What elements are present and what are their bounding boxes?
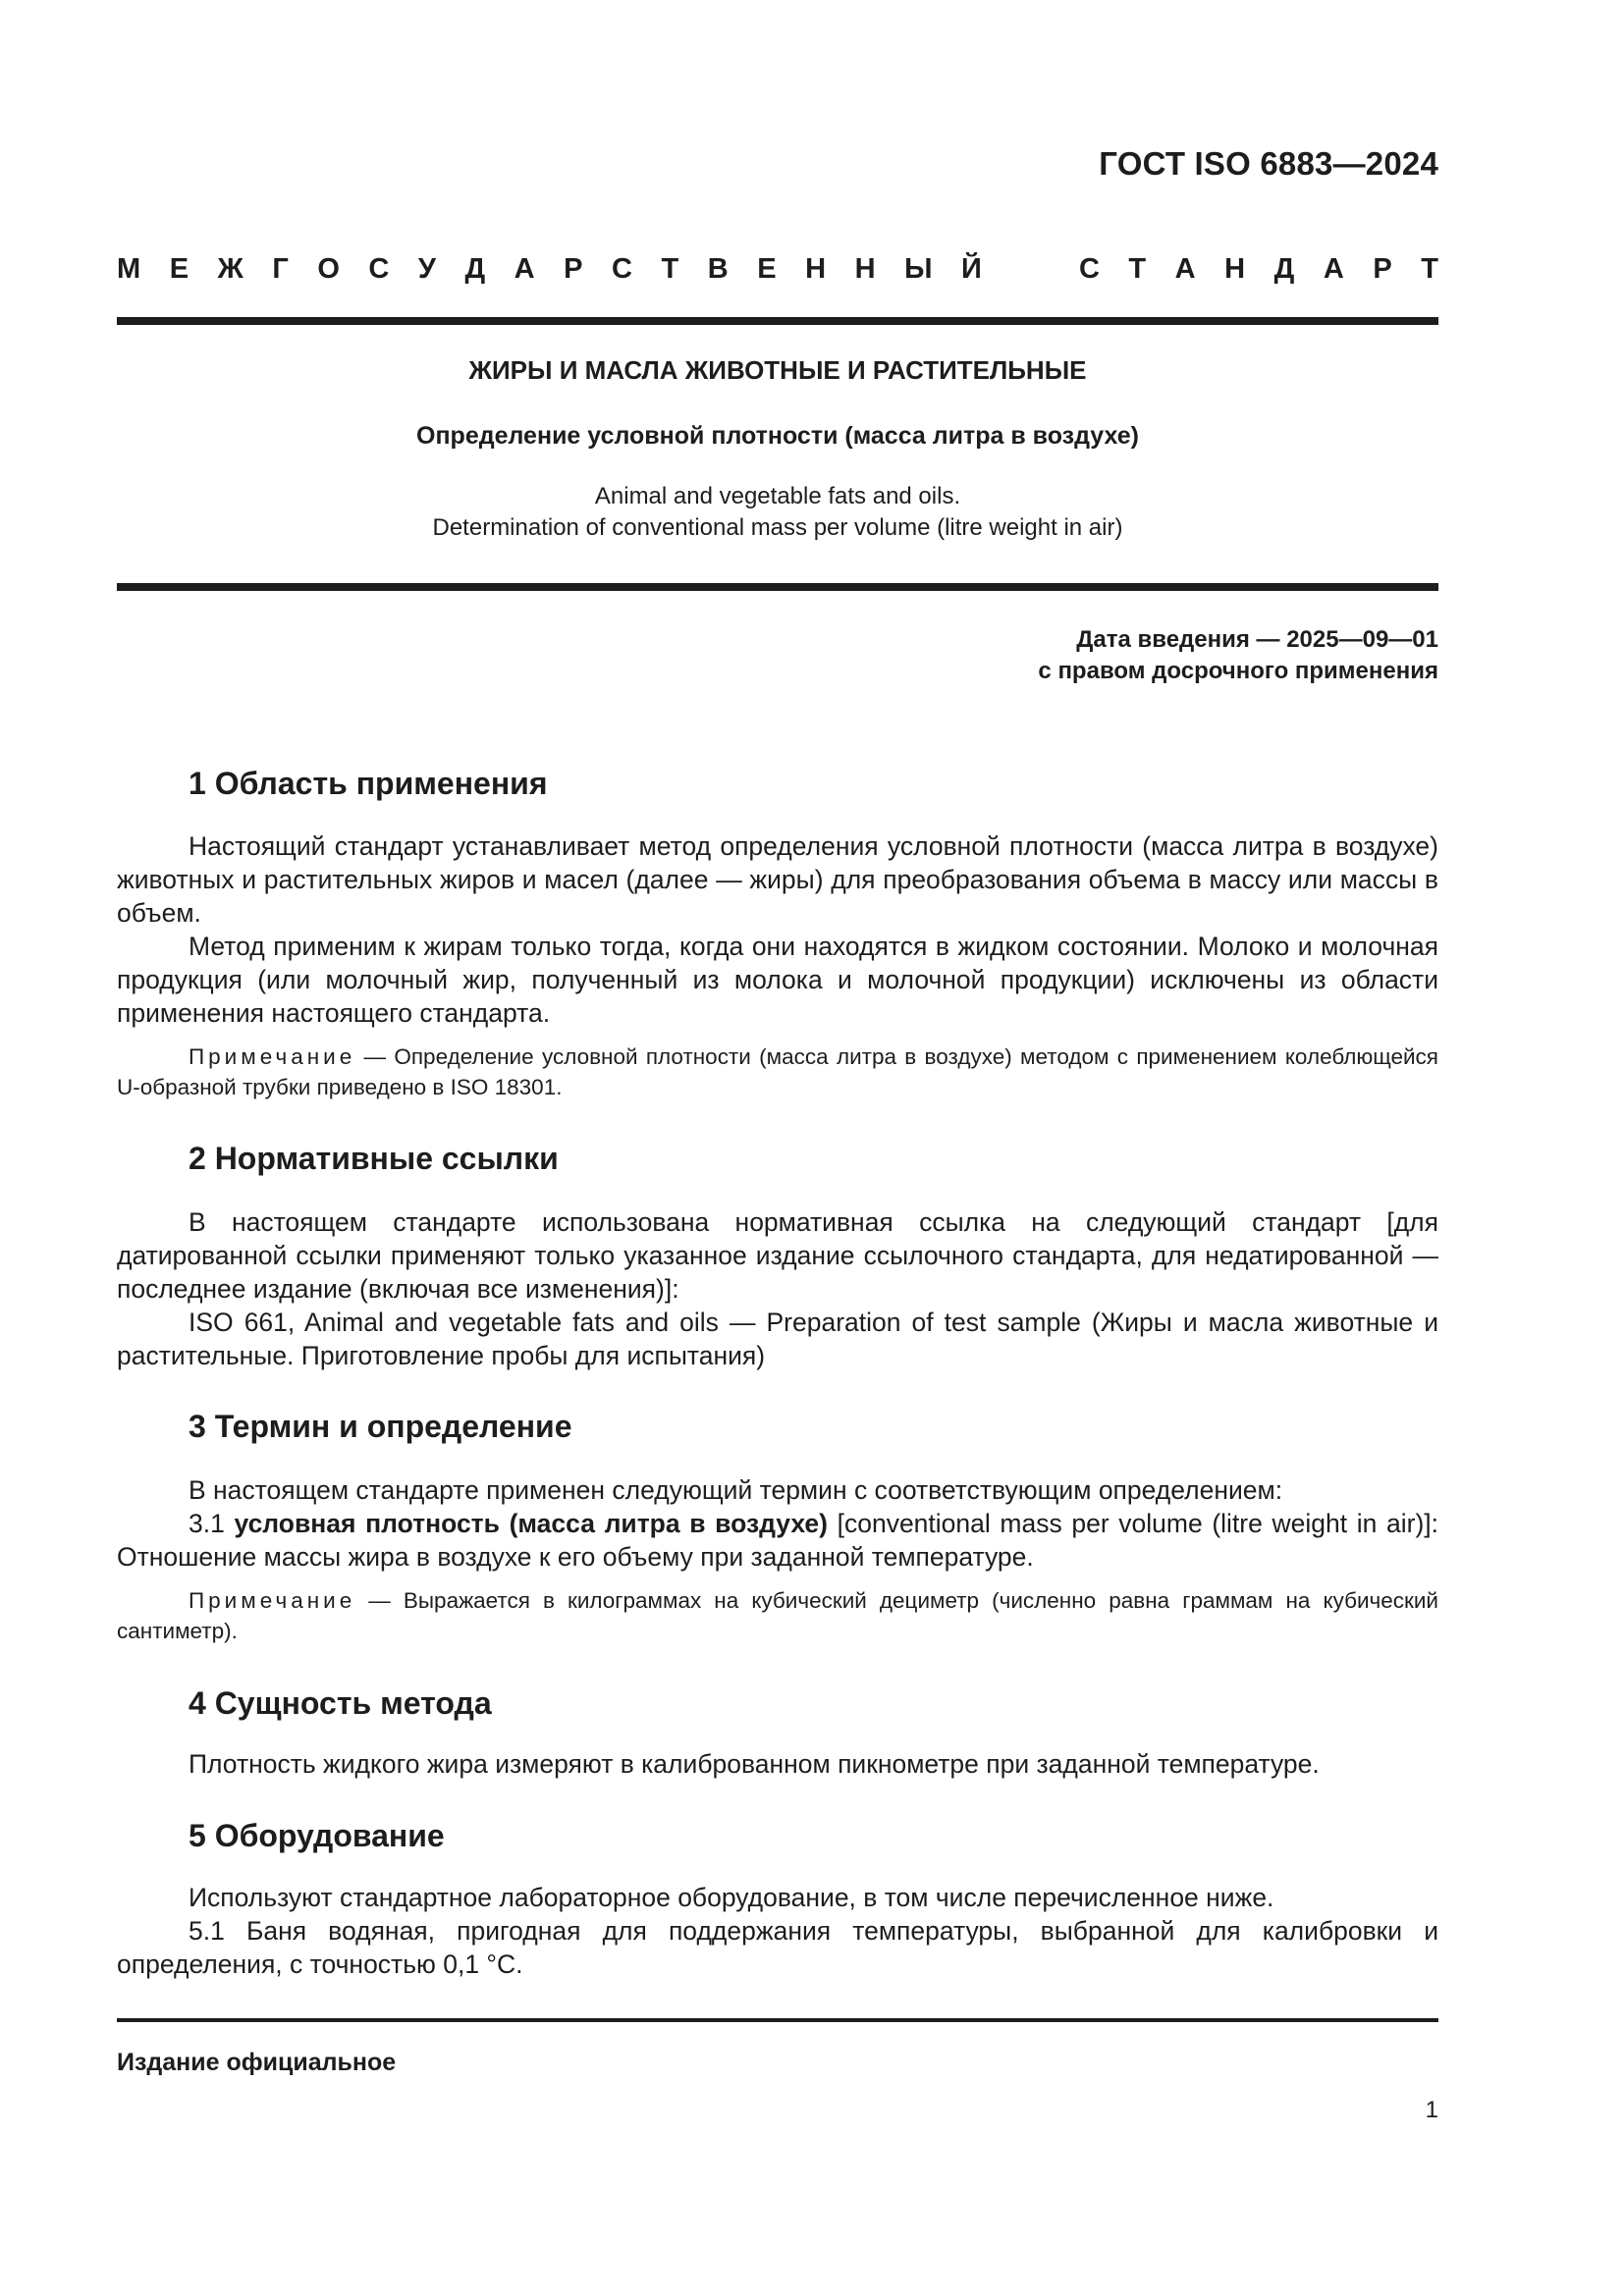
- section-body: [117, 1473, 1438, 1574]
- section-body: [117, 1205, 1438, 1372]
- banner-letter: Т: [1421, 253, 1438, 285]
- banner-letter: Н: [805, 253, 827, 285]
- paragraph: ISO 661, Animal and vegetable fats and oils — Preparation of test sample (Жиры и масла животные и растительные. Приготовление пробы для испытания): [117, 1308, 1438, 1370]
- top-divider: [117, 317, 1438, 325]
- banner-letter: М: [117, 253, 141, 285]
- official-edition-label: Издание официальное: [117, 2049, 397, 2076]
- banner-letter: А: [1323, 253, 1344, 285]
- term-number: 3.1: [189, 1509, 235, 1538]
- banner-word-gap: [1010, 252, 1050, 286]
- interstate-standard-banner: [117, 252, 1438, 286]
- banner-letter: С: [1078, 253, 1100, 285]
- banner-letter: Т: [1128, 253, 1147, 285]
- section-body: [117, 829, 1438, 1030]
- note-paragraph: [117, 1041, 1438, 1102]
- banner-letter: А: [1174, 253, 1196, 285]
- section-body: [117, 1881, 1438, 1981]
- banner-letter: Т: [661, 253, 679, 285]
- document-page: [117, 0, 1438, 2296]
- english-title: [117, 481, 1438, 544]
- document-code: ГОСТ ISO 6883—2024: [1099, 145, 1438, 182]
- note-label: Примечание: [189, 1044, 356, 1069]
- page-number: 1: [1425, 2097, 1438, 2123]
- term-name: условная плотность (масса литра в воздухе): [234, 1509, 828, 1538]
- banner-letter: Е: [757, 253, 777, 285]
- banner-letter: С: [612, 253, 632, 285]
- section-heading: 4 Сущность метода: [189, 1685, 492, 1721]
- banner-letter: У: [417, 253, 436, 285]
- banner-letter: Р: [564, 253, 583, 285]
- banner-letter: Д: [464, 253, 486, 285]
- section-body: [117, 1747, 1438, 1781]
- banner-letter: Ж: [217, 253, 244, 285]
- banner-letter: В: [707, 253, 729, 285]
- banner-letter: А: [514, 253, 535, 285]
- english-title-line: Determination of conventional mass per volume (litre weight in air): [432, 514, 1123, 541]
- note-label: Примечание: [189, 1588, 356, 1613]
- footer-divider: [117, 2018, 1438, 2022]
- banner-letter: Д: [1273, 253, 1295, 285]
- paragraph: 5.1 Баня водяная, пригодная для поддержания температуры, выбранной для калибровки и определения, с точностью 0,1 °С.: [117, 1916, 1438, 1979]
- paragraph: Настоящий стандарт устанавливает метод определения условной плотности (масса литра в воздухе) животных и растительных жиров и масел (далее — жиры) для преобразования объема в массу или массы в объем.: [117, 831, 1438, 928]
- term-text: [conventional mass per volume (litre weight in air)]: Отношение массы жира в воздухе к его объему при заданной температуре.: [117, 1509, 1439, 1572]
- note-text: — Определение условной плотности (масса литра в воздухе) методом с применением колеблющейся U-образной трубки приведено в ISO 18301.: [117, 1044, 1438, 1099]
- english-title-line: Animal and vegetable fats and oils.: [594, 483, 961, 509]
- paragraph: В настоящем стандарте применен следующий термин с соответствующим определением:: [189, 1475, 1283, 1505]
- section-heading: 2 Нормативные ссылки: [189, 1141, 559, 1176]
- paragraph: Метод применим к жирам только тогда, когда они находятся в жидком состоянии. Молоко и молочная продукция (или молочный жир, полученный из молока и молочной продукции) исключены из области применения настоящего стандарта.: [117, 932, 1438, 1028]
- document-subtitle: Определение условной плотности (масса литра в воздухе): [416, 422, 1139, 450]
- banner-letter: Ы: [904, 253, 933, 285]
- paragraph: Плотность жидкого жира измеряют в калиброванном пикнометре при заданной температуре.: [189, 1749, 1320, 1779]
- introduction-date: Дата введения — 2025—09—01: [1076, 626, 1438, 653]
- introduction-date-block: [1038, 624, 1438, 687]
- note-paragraph: [117, 1585, 1438, 1646]
- banner-letter: Н: [1224, 253, 1246, 285]
- section-heading: 3 Термин и определение: [189, 1409, 572, 1444]
- early-application-note: с правом досрочного применения: [1038, 658, 1438, 684]
- banner-letter: О: [317, 253, 340, 285]
- note: [117, 1585, 1438, 1646]
- banner-letter: Р: [1373, 253, 1392, 285]
- banner-letter: Е: [169, 253, 189, 285]
- section-heading: 5 Оборудование: [189, 1818, 445, 1853]
- banner-letter: Г: [272, 253, 289, 285]
- term-definition: [117, 1507, 1438, 1574]
- banner-letter: С: [368, 253, 390, 285]
- paragraph: В настоящем стандарте использована нормативная ссылка на следующий стандарт [для датированной ссылки применяют только указанное издание ссылочного стандарта, для недатированной — последнее издание (включая все изменения)]:: [117, 1207, 1438, 1304]
- section-heading: 1 Область применения: [189, 766, 548, 801]
- paragraph: Используют стандартное лабораторное оборудование, в том числе перечисленное ниже.: [189, 1883, 1274, 1912]
- note-text: — Выражается в килограммах на кубический дециметр (численно равна граммам на кубический сантиметр).: [117, 1588, 1438, 1643]
- note: [117, 1041, 1438, 1102]
- banner-letter: Й: [961, 253, 982, 285]
- document-title: ЖИРЫ И МАСЛА ЖИВОТНЫЕ И РАСТИТЕЛЬНЫЕ: [468, 355, 1087, 385]
- title-divider: [117, 583, 1438, 591]
- banner-letter: Н: [854, 253, 876, 285]
